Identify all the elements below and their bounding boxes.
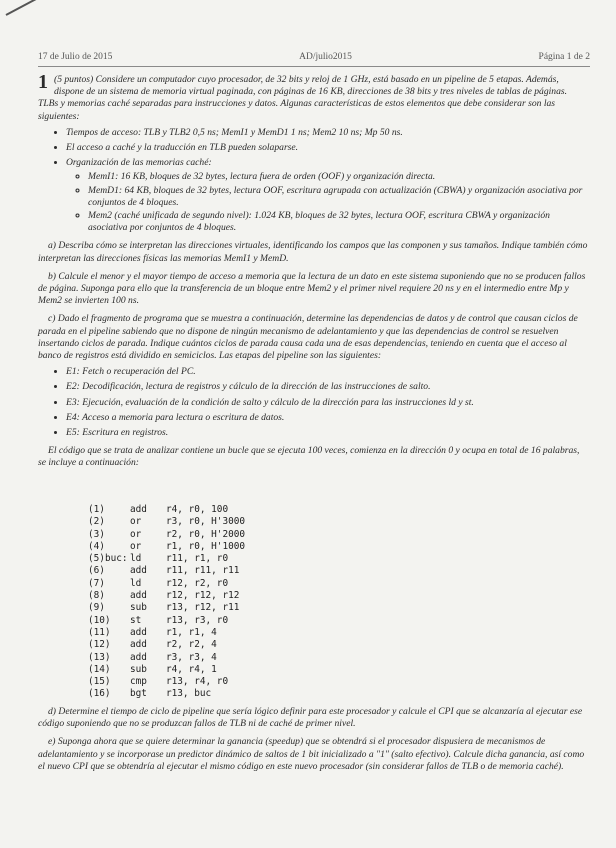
spec-item xyxy=(66,157,588,234)
line-number: (1) xyxy=(88,504,105,515)
line-number: (16) xyxy=(88,688,111,700)
code-line xyxy=(88,541,286,553)
line-number: (2) xyxy=(88,516,105,528)
operands: r12, r2, r0 xyxy=(166,577,229,589)
cache-item: ◦ MemD1: 64 KB, bloques de 32 bytes, lectura OOF, escritura agrupada con actualización (CBWA) y organización asociativa por conjuntos de 4 bloques. xyxy=(88,185,588,209)
code-label: buc: xyxy=(104,553,128,565)
opcode: bgt xyxy=(130,688,147,700)
code-line xyxy=(88,529,286,541)
opcode: ld xyxy=(130,577,142,589)
opcode: add xyxy=(130,639,147,651)
line-number: (8) xyxy=(88,590,105,602)
stage-item: • E1: Fetch o recuperación del PC. xyxy=(66,366,588,378)
cache-item: ◦ MemI1: 16 KB, bloques de 32 bytes, lectura fuera de orden (OOF) y organización directa. xyxy=(88,171,588,183)
code-line xyxy=(88,602,286,614)
spec-item: • El acceso a caché y la traducción en TLB pueden solaparse. xyxy=(66,142,588,154)
operands: r13, r4, r0 xyxy=(166,676,229,688)
code-line xyxy=(88,652,286,664)
cache-list xyxy=(66,171,588,234)
code-line xyxy=(88,664,286,676)
line-number: (10) xyxy=(88,614,111,626)
stage-item: • E5: Escritura en registros. xyxy=(66,427,588,439)
line-number: (15) xyxy=(88,676,111,688)
opcode: cmp xyxy=(130,676,147,688)
header-rule xyxy=(38,66,590,67)
code-intro: El código que se trata de analizar contiene un bucle que se ejecuta 100 veces, comienza en la dirección 0 y ocupa en total de 16 palabras, se incluye a continuación: xyxy=(38,445,580,469)
operands: r13, r3, r0 xyxy=(166,614,229,626)
opcode: add xyxy=(130,651,147,663)
code-line xyxy=(88,516,286,528)
opcode: sub xyxy=(130,663,147,675)
operands: r11, r1, r0 xyxy=(166,553,229,565)
line-number-with-label xyxy=(88,553,130,565)
operands: r2, r0, H'2000 xyxy=(166,528,246,540)
cache-item: ◦ Mem2 (caché unificada de segundo nivel): 1.024 KB, bloques de 32 bytes, lectura OOF, escritura CBWA y organización asociativa por conjuntos de 4 bloques. xyxy=(88,210,588,234)
operands: r1, r0, H'1000 xyxy=(166,540,246,552)
header-date: 17 de Julio de 2015 xyxy=(38,52,113,62)
opcode: sub xyxy=(130,602,147,614)
stage-item: • E4: Acceso a memoria para lectura o escritura de datos. xyxy=(66,412,588,424)
question-1 xyxy=(38,71,588,470)
operands: r11, r11, r11 xyxy=(166,565,240,577)
part-b: b) Calcule el menor y el mayor tiempo de acceso a memoria que la lectura de un dato en este sistema suponiendo que no se producen fallos de página. Suponga para ello que la transferencia de un bloque entre Mem2 y el primer nivel requiere 20 ns y en el intermedio entre Mp y Mem2 se invierten 100 ns. xyxy=(38,270,586,307)
code-line xyxy=(88,565,286,577)
opcode: or xyxy=(130,528,142,540)
opcode: ld xyxy=(130,553,142,565)
operands: r4, r0, 100 xyxy=(166,504,229,515)
opcode: st xyxy=(130,614,142,626)
line-number: (4) xyxy=(88,540,105,552)
part-d: d) Determine el tiempo de ciclo de pipeline que sería lógico definir para este procesador y calcule el CPI que se alcanzaría al ejecutar ese código suponiendo que no se produzcan fallos de TLB ni de caché de primer nivel. xyxy=(38,706,583,730)
line-number: (9) xyxy=(88,602,105,614)
operands: r13, r12, r11 xyxy=(166,602,240,614)
opcode: add xyxy=(130,626,147,638)
operands: r12, r12, r12 xyxy=(166,590,240,602)
code-listing xyxy=(88,504,286,701)
operands: r13, buc xyxy=(166,688,212,700)
spec-item-label: Organización de las memorias caché: xyxy=(66,157,212,169)
question-intro: (5 puntos) Considere un computador cuyo procesador, de 32 bits y reloj de 1 GHz, está basado en un pipeline de 5 etapas. Además, dispone de un sistema de memoria virtual paginada, con páginas de 16 KB, direcciones de 38 bits y tres niveles de tablas de páginas. TLBs y memorias caché separadas para instrucciones y datos. Algunas características de estos elementos que debe considerar son las siguientes: xyxy=(38,74,568,122)
line-number: (6) xyxy=(88,565,105,577)
part-e: e) Suponga ahora que se quiere determinar la ganancia (speedup) que se obtendrá si el procesador dispusiera de mecanismos de adelantamiento y se incorporase un predictor dinámico de saltos de 1 bit inicializado a "1" (salto efectivo). Calcule dicha ganancia, así como el nuevo CPI que se obtendría al ejecutar el mismo código en este nuevo procesador (sin considerar fallos de TLB o de memoria caché). xyxy=(38,736,585,772)
code-line xyxy=(88,615,286,627)
page-header xyxy=(38,52,590,62)
spec-list xyxy=(38,127,588,235)
opcode: add xyxy=(130,504,147,515)
code-line xyxy=(88,578,286,590)
code-line xyxy=(88,553,286,565)
operands: r4, r4, 1 xyxy=(166,663,217,675)
header-title: AD/julio2015 xyxy=(299,52,352,62)
operands: r3, r0, H'3000 xyxy=(166,516,246,528)
code-line xyxy=(88,627,286,639)
code-line xyxy=(88,676,286,688)
opcode: add xyxy=(130,565,147,577)
code-line xyxy=(88,590,286,602)
operands: r3, r3, 4 xyxy=(166,651,217,663)
line-number: (5) xyxy=(88,553,105,565)
code-line xyxy=(88,639,286,651)
stage-item: • E2: Decodificación, lectura de registros y cálculo de la dirección de las instrucciones de salto. xyxy=(66,381,588,393)
line-number: (11) xyxy=(88,626,111,638)
opcode: add xyxy=(130,590,147,602)
code-line xyxy=(88,504,286,516)
stage-list xyxy=(38,366,588,439)
question-number: 1 xyxy=(38,71,48,93)
header-page: Página 1 de 2 xyxy=(538,52,590,62)
pen-mark xyxy=(6,0,37,16)
part-a: a) Describa cómo se interpretan las direcciones virtuales, identificando los campos que las componen y sus tamaños. Indique también cómo interpretan las direcciones físicas las memorias MemI1 y MemD. xyxy=(38,240,588,264)
operands: r1, r1, 4 xyxy=(166,626,217,638)
line-number: (14) xyxy=(88,663,111,675)
lower-parts xyxy=(38,700,588,773)
operands: r2, r2, 4 xyxy=(166,639,217,651)
line-number: (13) xyxy=(88,651,111,663)
code-line xyxy=(88,688,286,700)
opcode: or xyxy=(130,540,142,552)
opcode: or xyxy=(130,516,142,528)
spec-item: • Tiempos de acceso: TLB y TLB2 0,5 ns; MemI1 y MemD1 1 ns; Mem2 10 ns; Mp 50 ns. xyxy=(66,127,588,139)
line-number: (12) xyxy=(88,639,111,651)
part-c: c) Dado el fragmento de programa que se muestra a continuación, determine las dependencias de datos y de control que causan ciclos de parada en el pipeline sabiendo que no dispone de ningún mecanismo de adelantamiento y que las dependencias de control se resuelven insertando ciclos de parada. Indique cuántos ciclos de parada causa cada una de esas dependencias, teniendo en cuenta que el acceso al banco de registros está dividido en semiciclos. Las etapas del pipeline son las siguientes: xyxy=(38,313,578,362)
stage-item: • E3: Ejecución, evaluación de la condición de salto y cálculo de la dirección para las instrucciones ld y st. xyxy=(66,397,588,409)
line-number: (7) xyxy=(88,577,105,589)
line-number: (3) xyxy=(88,528,105,540)
